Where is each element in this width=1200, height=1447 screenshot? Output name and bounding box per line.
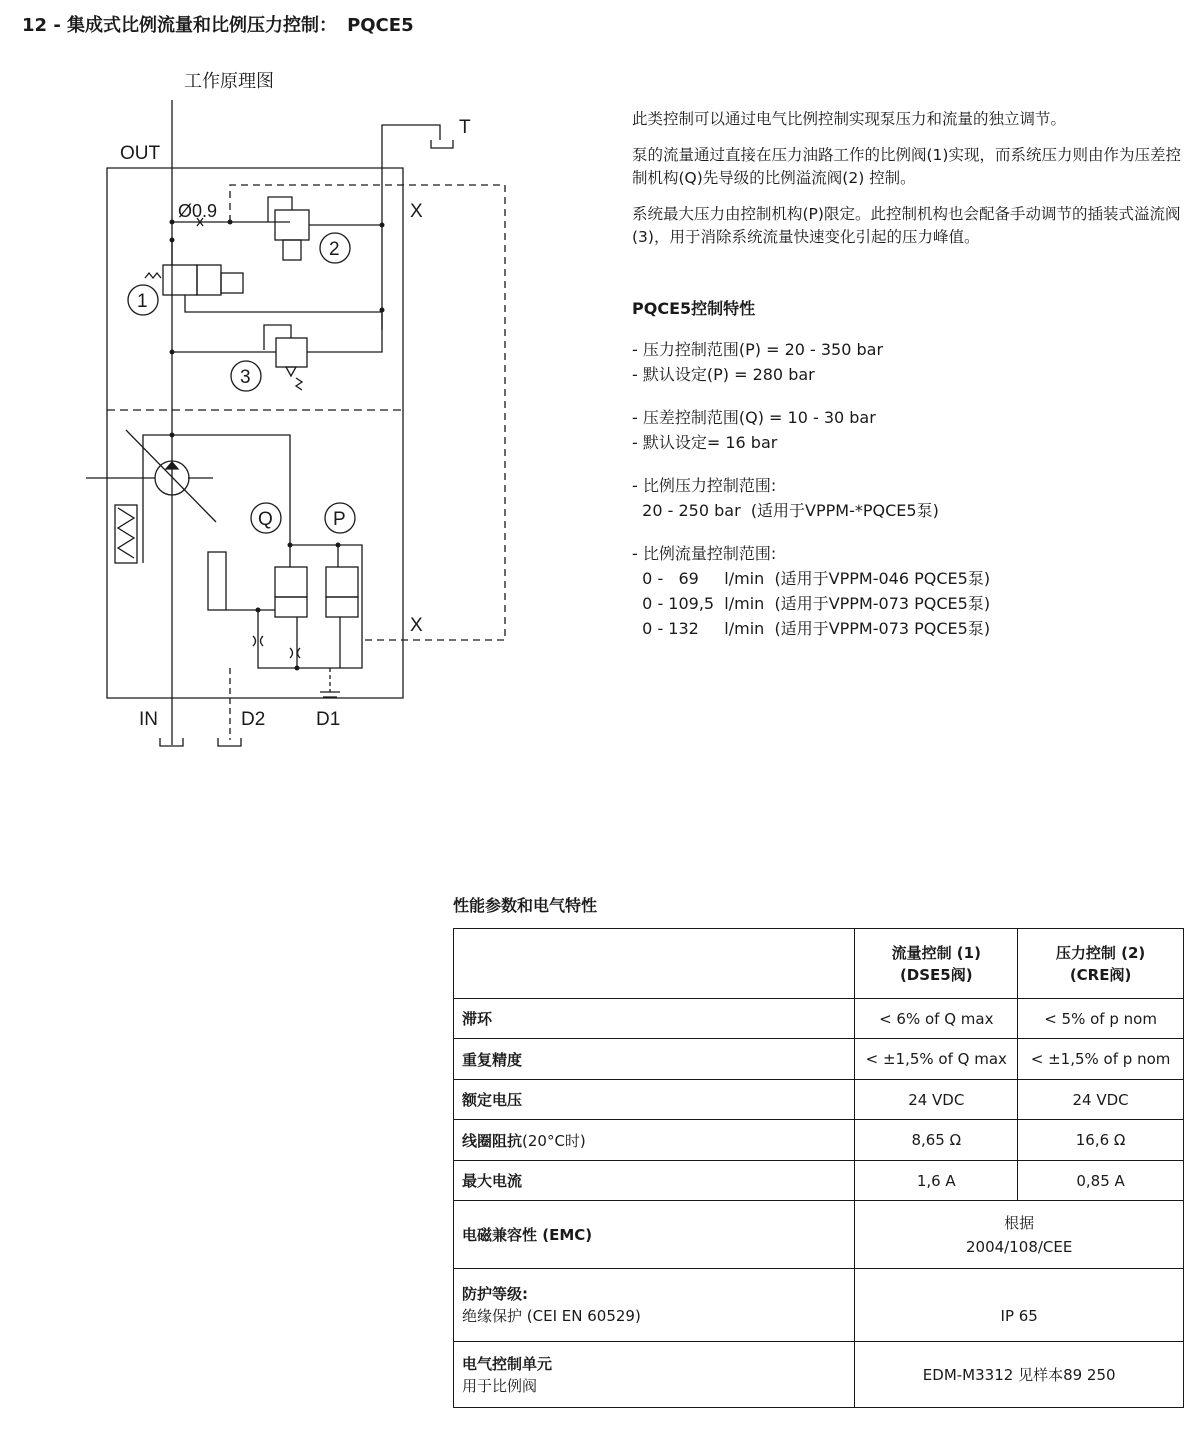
table-row xyxy=(454,1039,1184,1080)
pilot-line-x xyxy=(230,185,505,640)
features-group-prop-pressure xyxy=(632,473,939,523)
label-orifice: Ø0.9 xyxy=(178,201,218,221)
feature-line: 0 - 132 l/min (适用于VPPM-073 PQCE5泵) xyxy=(632,619,991,638)
row-label-text: 最大电流 xyxy=(462,1172,523,1190)
feature-line: 0 - 109,5 l/min (适用于VPPM-073 PQCE5泵) xyxy=(632,594,991,613)
row-label-text: 滞环 xyxy=(462,1010,493,1028)
row-label xyxy=(454,1342,855,1408)
row-label-text: 重复精度 xyxy=(462,1050,523,1069)
row-label-text: 防护等级: xyxy=(462,1285,528,1303)
cell-value: 8,65 Ω xyxy=(855,1120,1018,1161)
label-in: IN xyxy=(139,709,158,730)
header-line: 流量控制 (1) xyxy=(891,943,981,962)
feature-line: 0 - 69 l/min (适用于VPPM-046 PQCE5泵) xyxy=(632,569,991,588)
label-q: Q xyxy=(258,509,273,530)
header-flow-control xyxy=(855,929,1018,999)
header-line: (CRE阀) xyxy=(1069,965,1132,984)
row-label xyxy=(454,1161,855,1201)
cell-value: 1,6 A xyxy=(855,1161,1018,1201)
model-code: PQCE5 xyxy=(347,15,414,36)
table-row-protection xyxy=(454,1269,1184,1342)
cell-value: 0,85 A xyxy=(1018,1161,1184,1201)
label-x-top: X xyxy=(410,201,423,222)
tank-return-line xyxy=(382,125,440,330)
description-paragraph-2: 泵的流量通过直接在压力油路工作的比例阀(1)实现，而系统压力则由作为压差控制机构(Q)先导级的比例溢流阀(2) 控制。 xyxy=(632,146,1181,187)
feature-line: - 默认设定(P) = 280 bar xyxy=(632,365,815,384)
table-row xyxy=(454,999,1184,1039)
cell-value: < ±1,5% of Q max xyxy=(855,1039,1018,1080)
label-t: T xyxy=(459,117,471,138)
hydraulic-schematic xyxy=(0,0,620,770)
cell-value: < 5% of p nom xyxy=(1018,999,1184,1039)
row-label-sub: 绝缘保护 (CEI EN 60529) xyxy=(462,1307,641,1325)
label-d2: D2 xyxy=(241,709,266,730)
label-out: OUT xyxy=(120,143,161,164)
relief-valve-3 xyxy=(172,310,382,390)
table-header-row xyxy=(454,929,1184,999)
features-group-prop-flow xyxy=(632,541,990,641)
table-title: 性能参数和电气特性 xyxy=(453,896,598,915)
row-label-sub: 用于比例阀 xyxy=(462,1376,538,1395)
table-row-emc xyxy=(454,1201,1184,1269)
header-line: (DSE5阀) xyxy=(899,965,973,984)
description-paragraph-1: 此类控制可以通过电气比例控制实现泵压力和流量的独立调节。 xyxy=(632,110,1067,128)
table-row xyxy=(454,1080,1184,1120)
feature-line: - 比例压力控制范围: xyxy=(632,476,777,495)
cell-value: 16,6 Ω xyxy=(1018,1120,1184,1161)
label-1: 1 xyxy=(137,291,148,312)
header-blank xyxy=(454,929,855,999)
feature-line: 20 - 250 bar (适用于VPPM-*PQCE5泵) xyxy=(632,501,939,520)
row-label-text: 额定电压 xyxy=(462,1091,523,1109)
row-label xyxy=(454,1080,855,1120)
row-label xyxy=(454,1120,855,1161)
table-row xyxy=(454,1161,1184,1201)
proportional-relief-valve-2 xyxy=(268,197,382,260)
label-2: 2 xyxy=(329,239,340,260)
junction-dots xyxy=(170,220,385,671)
row-label xyxy=(454,1201,855,1269)
control-unit-value: EDM-M3312 见样本89 250 xyxy=(855,1342,1184,1408)
features-title: PQCE5控制特性 xyxy=(632,299,756,318)
row-label-suffix: (20°C时) xyxy=(522,1131,586,1150)
description-paragraph-3: 系统最大压力由控制机构(P)限定。此控制机构也会配备手动调节的插装式溢流阀(3)，用于消除系统流量快速变化引起的压力峰值。 xyxy=(632,205,1181,246)
spec-table xyxy=(453,928,1184,1408)
protection-value: IP 65 xyxy=(855,1269,1184,1342)
section-heading: 12 - 集成式比例流量和比例压力控制： xyxy=(22,15,338,36)
cell-value: < ±1,5% of p nom xyxy=(1018,1039,1184,1080)
tank-t-symbol xyxy=(431,140,453,148)
feature-line: - 压力控制范围(P) = 20 - 350 bar xyxy=(632,340,884,359)
row-label-text: 电气控制单元 xyxy=(462,1354,553,1373)
label-p: P xyxy=(333,509,346,530)
label-3: 3 xyxy=(240,367,251,388)
feature-line: - 压差控制范围(Q) = 10 - 30 bar xyxy=(632,408,876,427)
row-label-text: 电磁兼容性 (EMC) xyxy=(462,1226,593,1244)
cell-value: 24 VDC xyxy=(855,1080,1018,1120)
header-line: 压力控制 (2) xyxy=(1055,943,1146,962)
feature-line: - 比例流量控制范围: xyxy=(632,544,777,563)
row-label xyxy=(454,999,855,1039)
label-d1: D1 xyxy=(316,709,341,730)
row-label-text: 线圈阻抗 xyxy=(462,1131,523,1150)
feature-line: - 默认设定= 16 bar xyxy=(632,433,778,452)
diagram-title: 工作原理图 xyxy=(184,71,274,92)
proportional-flow-valve-1 xyxy=(145,240,382,312)
cell-value: < 6% of Q max xyxy=(855,999,1018,1039)
features-group-delta xyxy=(632,405,876,455)
features-group-pressure xyxy=(632,337,883,387)
row-label xyxy=(454,1039,855,1080)
emc-value xyxy=(855,1201,1184,1269)
control-block-outline xyxy=(107,168,403,698)
cell-value: 24 VDC xyxy=(1018,1080,1184,1120)
description xyxy=(632,108,1188,262)
row-label xyxy=(454,1269,855,1342)
emc-line: 2004/108/CEE xyxy=(966,1237,1073,1256)
table-row-control-unit xyxy=(454,1342,1184,1408)
table-row xyxy=(454,1120,1184,1161)
label-x-bottom: X xyxy=(410,615,423,636)
header-pressure-control xyxy=(1018,929,1184,999)
emc-line: 根据 xyxy=(1004,1213,1035,1232)
